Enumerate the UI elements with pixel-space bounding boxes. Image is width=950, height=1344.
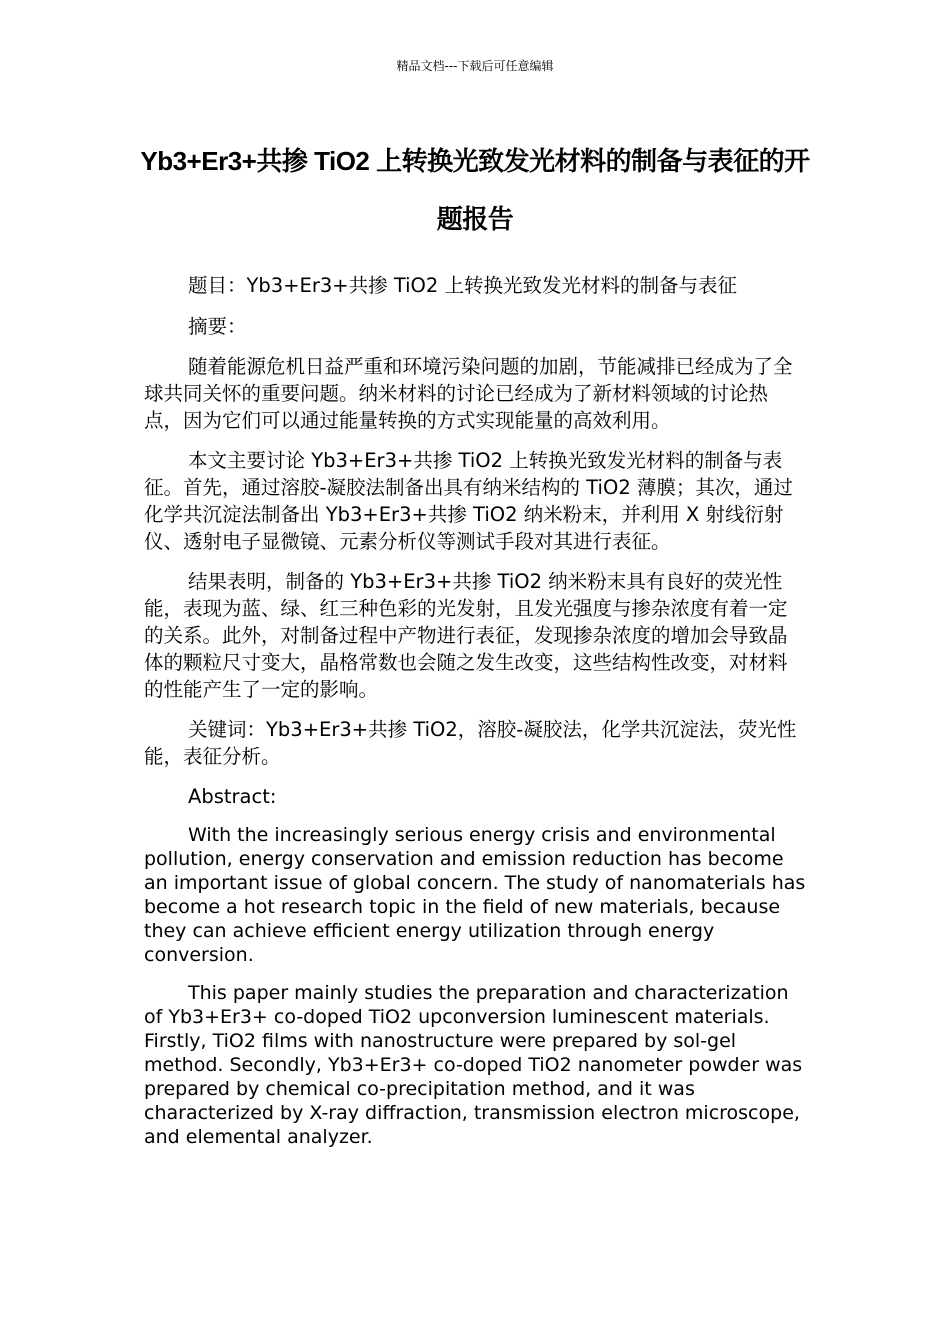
paragraph-en-1: With the increasingly serious energy crisis and environmental pollution, energy conservation and emission reduction has become an important issue of global concern. The study of nanomaterials has become a hot research topic in the field of new materials, because they can achieve efficient energy utilization through energy conversion. <box>144 824 806 966</box>
keywords-line: 关键词：Yb3+Er3+共掺 TiO2，溶胶-凝胶法，化学共沉淀法，荧光性能，表征分析。 <box>144 718 797 768</box>
document-body <box>144 272 806 1163</box>
document-title: Yb3+Er3+共掺 TiO2 上转换光致发光材料的制备与表征的开题报告 <box>140 146 810 234</box>
abstract-label-en: Abstract: <box>188 785 277 808</box>
paragraph-cn-3: 结果表明，制备的 Yb3+Er3+共掺 TiO2 纳米粉末具有良好的荧光性能，表现为蓝、绿、红三种色彩的光发射，且发光强度与掺杂浓度有着一定的关系。此外，对制备过程中产物进行表征，发现掺杂浓度的增加会导致晶体的颗粒尺寸变大，晶格常数也会随之发生改变，这些结构性改变，对材料的性能产生了一定的影响。 <box>144 570 788 701</box>
topic-line: 题目：Yb3+Er3+共掺 TiO2 上转换光致发光材料的制备与表征 <box>188 274 737 297</box>
paragraph-en-2: This paper mainly studies the preparation and characterization of Yb3+Er3+ co-doped TiO2 upconversion luminescent materials. Firstly, TiO2 films with nanostructure were prepared by sol-gel method. Secondly, Yb3+Er3+ co-doped TiO2 nanometer powder was prepared by chemical co-precipitation method, and it was characterized by X-ray diffraction, transmission electron microscope, and elemental analyzer. <box>144 982 803 1148</box>
header-note: 精品文档---下载后可任意编辑 <box>396 59 554 73</box>
abstract-label-cn: 摘要： <box>188 315 247 338</box>
paragraph-cn-1: 随着能源危机日益严重和环境污染问题的加剧，节能减排已经成为了全球共同关怀的重要问题。纳米材料的讨论已经成为了新材料领域的讨论热点，因为它们可以通过能量转换的方式实现能量的高效利用。 <box>144 355 793 432</box>
paragraph-cn-2: 本文主要讨论 Yb3+Er3+共掺 TiO2 上转换光致发光材料的制备与表征。首先，通过溶胶-凝胶法制备出具有纳米结构的 TiO2 薄膜；其次，通过化学共沉淀法制备出 Yb3+Er3+共掺 TiO2 纳米粉末，并利用 X 射线衍射仪、透射电子显微镜、元素分析仪等测试手段对其进行表征。 <box>144 449 793 553</box>
